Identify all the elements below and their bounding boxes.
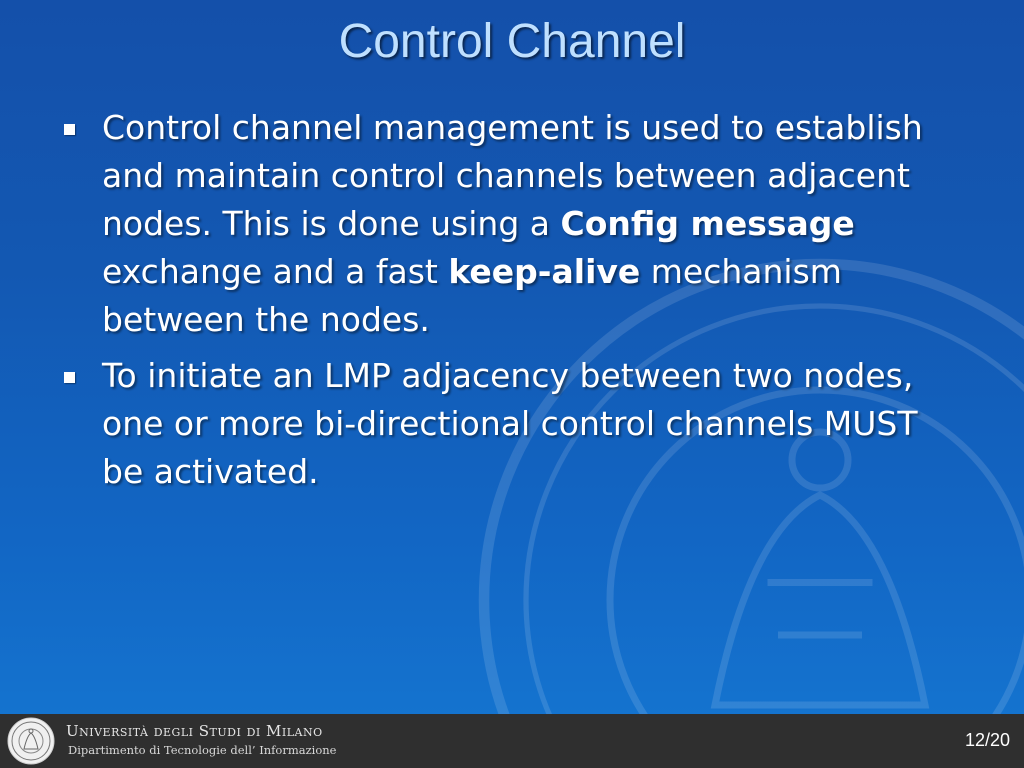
bullet-item xyxy=(60,352,960,496)
footer-university-name: Università degli Studi di Milano xyxy=(66,722,323,740)
slide-content xyxy=(60,104,960,504)
slide-title: Control Channel xyxy=(338,15,686,68)
bullet-square-icon xyxy=(64,372,75,383)
university-seal-icon xyxy=(6,716,56,766)
bullet-text-bold-keep-alive: keep-alive xyxy=(448,252,641,291)
bullet-text-segment: mechanism between the nodes. xyxy=(102,252,842,339)
footer-department-name: Dipartimento di Tecnologie dell’ Informazione xyxy=(68,743,337,757)
bullet-square-icon xyxy=(64,124,75,135)
bullet-text-segment: Control channel management is used to establish and maintain control channels between adjacent nodes. This is done using a xyxy=(102,108,923,243)
bullet-text-segment: To initiate an LMP adjacency between two nodes, one or more bi-directional control channels MUST be activated. xyxy=(102,356,918,491)
bullet-text-segment: exchange and a fast xyxy=(102,252,449,291)
footer-bar xyxy=(0,714,1024,768)
bullet-text-bold-config-message: Config message xyxy=(560,204,855,243)
bullet-item xyxy=(60,104,960,344)
page-number: 12/20 xyxy=(964,730,1010,750)
